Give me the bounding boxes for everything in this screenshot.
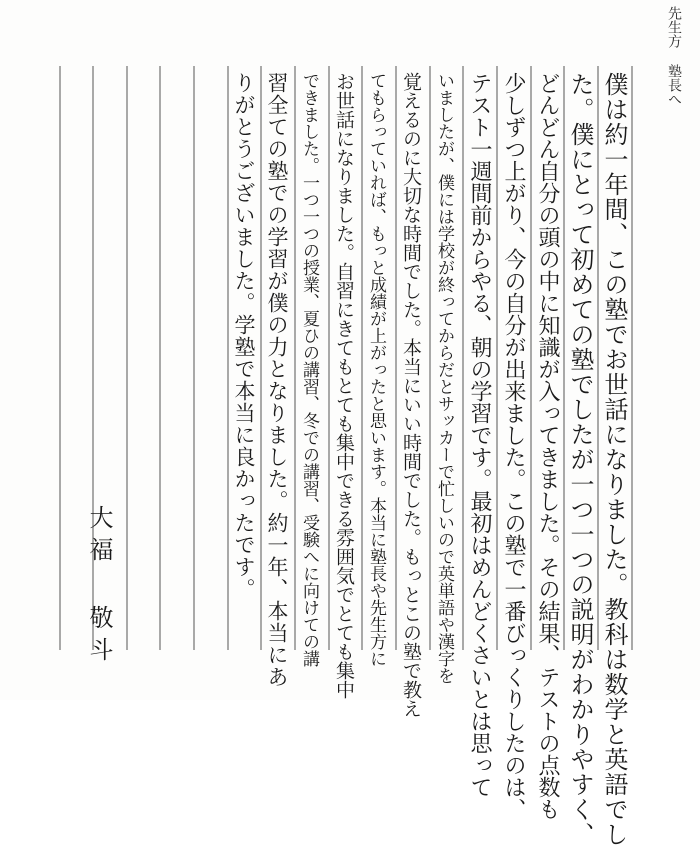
text-line-4: 少しずつ上がり、今の自分が出来ました。この塾で一番びっくりしたのは、 [501,72,526,820]
text-line-7: 覚えるのに大切な時間でした。本当にいい時間でした。もっとこの塾で教え [400,72,422,718]
text-line-2: た。僕にとって初めての塾でしたが一つ一つの説明がわかりやすく、 [566,72,594,847]
text-line-8: てもらっていれば、もっと成績が上がったと思います。本当に塾長や先生方に [366,72,386,667]
text-line-11: 習全ての塾での学習が僕の力となりました。約一年、本当にあ [265,72,289,688]
text-line-3: どんどん自分の頭の中に知識が入ってきました。その結果、テストの点数も [535,72,560,820]
text-line-12: りがとうございました。学塾で本当に良かったです。 [232,72,256,600]
text-line-1: 僕は約一年間、この塾でお世話になりました。教科は数学と英語でし [600,72,628,847]
text-line-5: テスト一週間前からやる、朝の学習です。最初はめんどくさいとは思って [467,72,492,798]
letter-heading: 先生方 塾長へ [666,6,682,106]
text-line-9: お世話になりました。自習にきてもとても集中できる雰囲気でとても集中 [333,72,355,699]
text-line-6: いましたが、僕には学校が終ってからだとサッカーで忙しいので英単語や漢字を [434,72,454,684]
signature: 大福 敬斗 [85,505,113,669]
text-line-10: できました。一つ一つの授業、夏ひの講習、冬での講習、受験へに向けての講 [299,72,319,667]
